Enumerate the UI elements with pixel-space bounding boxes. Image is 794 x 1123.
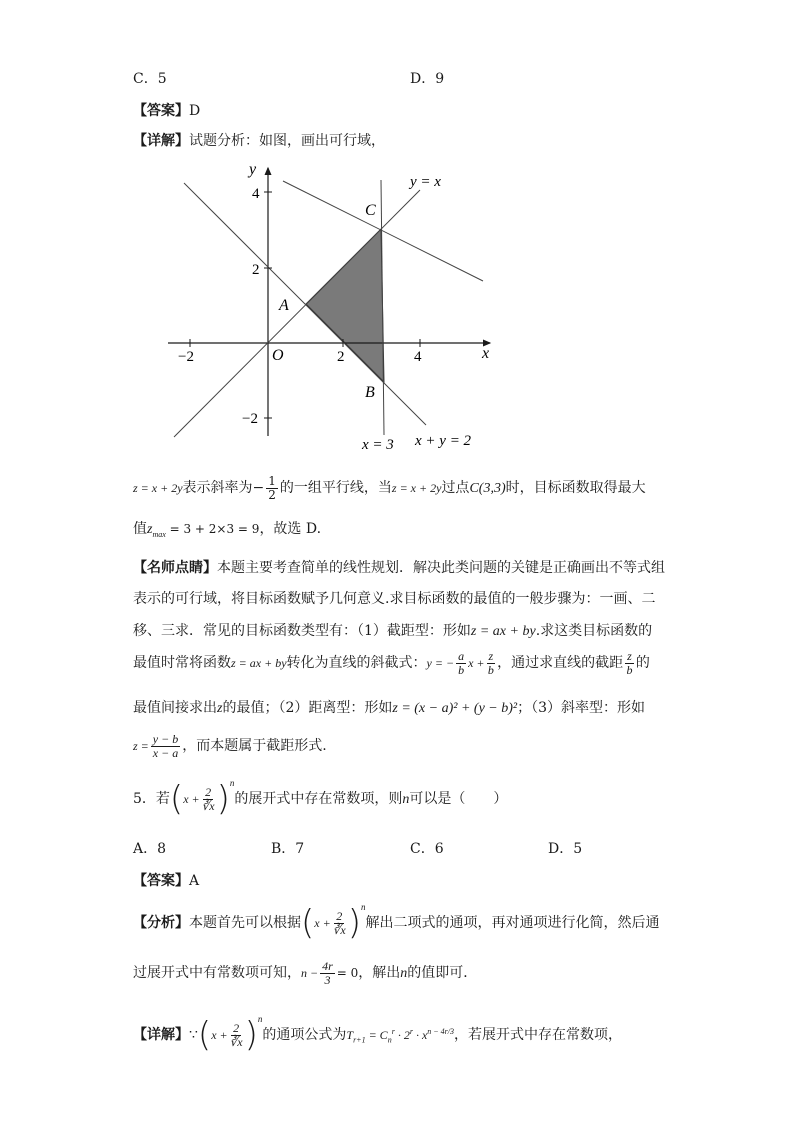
explain-line-1 — [133, 475, 646, 501]
text: 的 — [635, 655, 650, 672]
y-tick-label: 2 — [252, 262, 260, 278]
text: 可以是（ ） — [409, 791, 508, 807]
y-tick-label: −2 — [242, 411, 258, 427]
fraction-z-b: $\frac{z}{b}$ — [487, 649, 494, 677]
line-x-plus-y-equals-2 — [184, 183, 426, 425]
axis-label-y: y — [249, 161, 257, 178]
tip-label: 【名师点睛】 — [133, 560, 217, 576]
feasible-region — [306, 229, 384, 382]
text: ，解出 — [358, 965, 401, 982]
math-var: z — [217, 701, 223, 716]
answer-value: A — [189, 873, 200, 889]
objective-line — [283, 181, 483, 281]
tip-line-3 — [133, 620, 652, 640]
explain-line-2 — [133, 518, 321, 539]
math-expr: y = − — [426, 656, 455, 671]
option-d-prev: D．9 — [410, 71, 445, 87]
math-expr: x + — [314, 916, 331, 930]
text: 最值间接求出 — [133, 700, 217, 716]
fraction-2-cbrt-x: $\frac{2}{∛x}$ — [201, 784, 215, 813]
math-expr: = 0 — [336, 966, 359, 981]
detail-text: 试题分析：如图，画出可行域， — [189, 133, 385, 149]
text: ，而本题属于截距形式. — [182, 738, 327, 755]
point-a-label: A — [279, 297, 289, 314]
text: ，若展开式中存在常数项， — [454, 1027, 622, 1043]
text: 本题主要考查简单的线性规划．解决此类问题的关键是正确画出不等式组 — [217, 560, 665, 576]
answer-label: 【答案】 — [133, 103, 189, 119]
label-x-plus-y-equals-2: x + y = 2 — [415, 433, 472, 449]
text: 的一组平行线，当 — [279, 480, 392, 497]
because-symbol: ∵ — [189, 1027, 198, 1043]
paren-open: ( — [301, 903, 315, 943]
math-expr: x + — [468, 656, 485, 671]
detail-label: 【详解】 — [133, 1027, 189, 1043]
feasible-region-graph — [160, 155, 500, 455]
point-c: C(3,3) — [469, 481, 506, 497]
point-c-label: C — [365, 202, 376, 219]
z-max: $z_{max}$ — [147, 522, 166, 539]
text: ；（3）斜率型：形如 — [517, 700, 646, 716]
x-tick-label: 2 — [337, 349, 345, 365]
text: ，通过求直线的截距 — [497, 655, 624, 672]
detail-label: 【详解】 — [133, 133, 189, 149]
option-c-prev: C．5 — [133, 71, 167, 87]
analysis-label: 【分析】 — [133, 915, 189, 931]
q5-analysis-line-1 — [133, 902, 660, 943]
point-b-label: B — [365, 384, 375, 401]
question-5 — [133, 778, 508, 819]
math-neg: − — [252, 480, 265, 497]
math-expr: z = x + 2y — [391, 481, 442, 496]
answer-label: 【答案】 — [133, 873, 189, 889]
label-x-equals-3: x = 3 — [362, 437, 394, 453]
math-expr: z = — [133, 739, 149, 754]
answer-line-prev — [133, 100, 200, 120]
exponent-n: n — [257, 1014, 263, 1024]
tip-line-6 — [133, 733, 327, 759]
paren-close: ) — [244, 1015, 258, 1055]
math-expr: x + — [211, 1028, 228, 1042]
q5-option-d: D．5 — [548, 841, 583, 857]
math-var: n — [402, 792, 410, 807]
text: 值 — [133, 521, 147, 537]
exponent-n: n — [229, 778, 235, 788]
paren-close: ) — [347, 903, 361, 943]
q5-detail-line — [133, 1014, 622, 1055]
q5-option-c: C．6 — [410, 841, 444, 857]
tip-line-1 — [133, 557, 665, 577]
text: 的通项公式为 — [262, 1027, 347, 1043]
q5-option-b: B．7 — [271, 841, 305, 857]
y-tick-label: 4 — [252, 186, 260, 202]
q5-option-a: A．8 — [133, 841, 167, 857]
fraction-4r-3: $\frac{4r}{3}$ — [322, 959, 333, 987]
fraction-half: $\frac{1}{2}$ — [268, 474, 276, 502]
fraction-slope: $\frac{y - b}{x - a}$ — [152, 732, 179, 760]
math-expr: z = ax + by — [470, 624, 536, 639]
tip-line-2: 表示的可行域，将目标函数赋予几何意义.求目标函数的最值的一般步骤为：一画、二 — [133, 591, 656, 607]
text: 解出二项式的通项，再对通项进行化简，然后通 — [365, 915, 660, 931]
math-expr: z = x + 2y — [133, 481, 183, 496]
axis-label-x: x — [482, 345, 490, 362]
text: 过展开式中有常数项可知， — [133, 965, 301, 982]
question-number: 5．若 — [133, 791, 170, 807]
paren-open: ( — [169, 779, 184, 819]
x-tick-label: −2 — [178, 349, 194, 365]
tip-line-4 — [133, 650, 650, 676]
text: 转化为直线的斜截式： — [286, 655, 427, 672]
tip-line-5 — [133, 697, 645, 717]
text: 过点 — [441, 480, 470, 497]
exponent-n: n — [360, 902, 366, 912]
paren-close: ) — [216, 779, 230, 819]
q5-answer-line — [133, 870, 199, 890]
text: ，故选 D. — [259, 521, 322, 537]
fraction-2-cbrt-x: $\frac{2}{∛x}$ — [332, 908, 346, 937]
general-term: $T_{r+1} = C_n^r \cdot 2^r \cdot x^{n - 4r/3}$ — [346, 1027, 454, 1045]
calc: = 3 + 2×3 = 9 — [165, 522, 260, 536]
fraction-2-cbrt-x: $\frac{2}{∛x}$ — [229, 1020, 243, 1049]
text: 的值即可． — [407, 965, 478, 982]
detail-line-prev — [133, 130, 385, 150]
fraction-z-b: $\frac{z}{b}$ — [626, 649, 633, 677]
math-var: n — [400, 966, 408, 982]
math-expr: x + — [183, 792, 200, 806]
q5-analysis-line-2 — [133, 960, 477, 986]
text: .求这类目标函数的 — [535, 623, 653, 639]
answer-value: D — [189, 103, 201, 119]
math-expr: n − — [301, 966, 319, 981]
x-tick-label: 4 — [414, 349, 422, 365]
text: 最值时常将函数 — [133, 655, 231, 672]
paren-open: ( — [197, 1015, 212, 1055]
text: 本题首先可以根据 — [189, 915, 301, 931]
text: 的最值；（2）距离型：形如 — [222, 700, 393, 716]
math-expr: z = ax + by — [231, 656, 287, 671]
text: 表示斜率为 — [182, 480, 253, 497]
text: 的展开式中存在常数项，则 — [234, 791, 403, 807]
label-y-equals-x: y = x — [410, 174, 441, 190]
origin-label: O — [272, 347, 284, 364]
math-expr: z = (x − a)² + (y − b)² — [392, 701, 518, 716]
text: 移、三求．常见的目标函数类型有：（1）截距型：形如 — [133, 623, 471, 639]
text: 时，目标函数取得最大 — [505, 480, 646, 497]
fraction-a-b: $\frac{a}{b}$ — [458, 649, 465, 677]
